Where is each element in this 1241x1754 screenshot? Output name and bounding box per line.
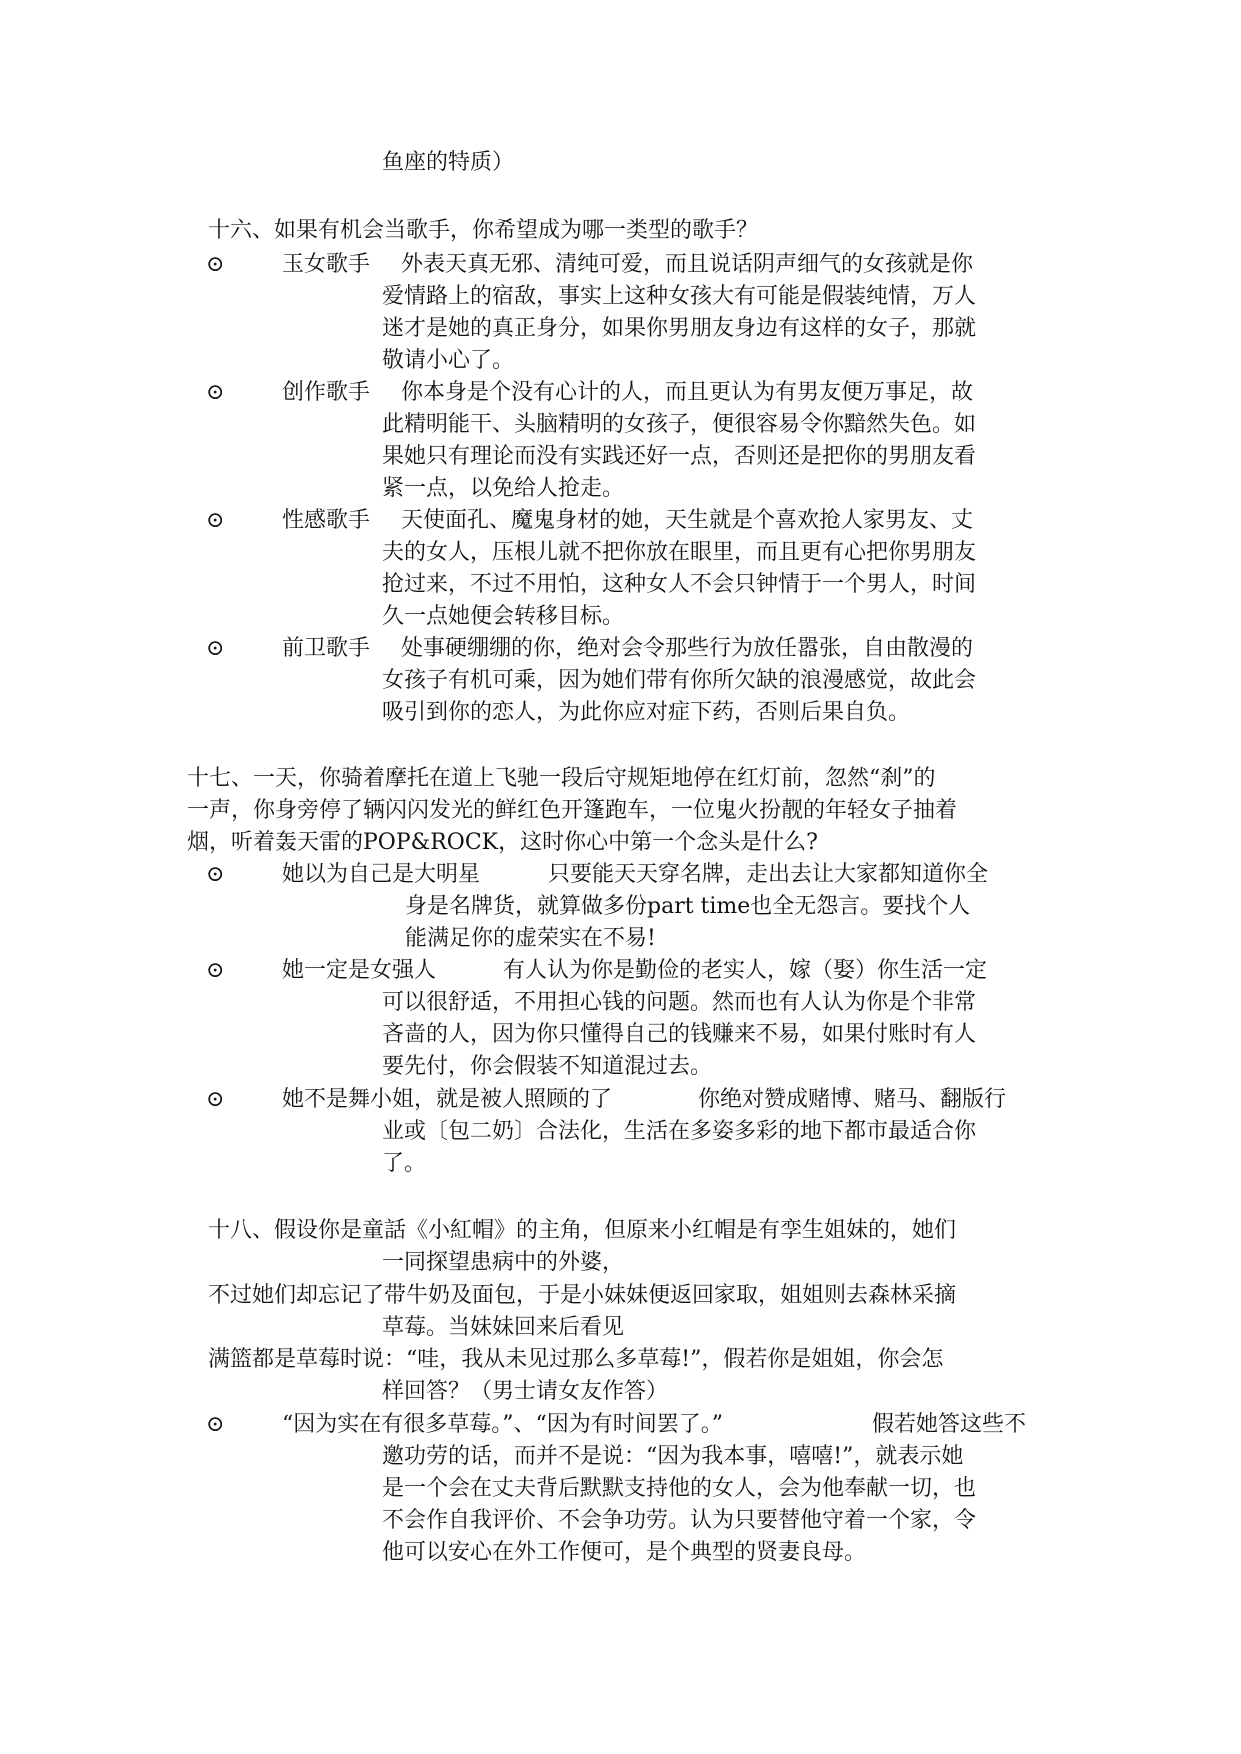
option-text-line: 业或〔包二奶〕合法化，生活在多姿多彩的地下都市最适合你 (382, 1119, 977, 1144)
question-18-line: 不过她们却忘记了带牛奶及面包，于是小妹妹便返回家取，姐姐则去森林采摘 (208, 1283, 957, 1308)
option-text-line: 敬请小心了。 (382, 348, 515, 373)
option-label: 前卫歌手 (282, 636, 371, 661)
option-text-line: 此精明能干、头脑精明的女孩子，便很容易令你黯然失色。如 (382, 412, 977, 437)
option-text-line: 可以很舒适，不用担心钱的问题。然而也有人认为你是个非常 (382, 990, 977, 1015)
option-label: 她不是舞小姐，就是被人照顾的了 (282, 1087, 613, 1112)
option-text-line: 你本身是个没有心计的人，而且更认为有男友便万事足，故 (401, 380, 974, 405)
option-text-line: 不会作自我评价、不会争功劳。认为只要替他守着一个家，令 (382, 1508, 977, 1533)
option-text-line: 吝啬的人，因为你只懂得自己的钱赚来不易，如果付账时有人 (382, 1022, 977, 1047)
option-text-line: 迷才是她的真正身分，如果你男朋友身边有这样的女子，那就 (382, 316, 977, 341)
question-16: 十六、如果有机会当歌手，你希望成为哪一类型的歌手？ (208, 218, 759, 243)
question-18-line: 草莓。当妹妹回来后看见 (382, 1315, 625, 1340)
option-text-line: 身是名牌货，就算做多份part time也全无怨言。要找个人 (405, 894, 971, 919)
option-text-line: 抢过来，不过不用怕，这种女人不会只钟情于一个男人，时间 (382, 572, 977, 597)
option-text-line: 他可以安心在外工作便可，是个典型的贤妻良母。 (382, 1540, 867, 1565)
continued-text: 鱼座的特质） (382, 150, 515, 175)
option-label: 她一定是女强人 (282, 958, 437, 983)
bullet-icon: ⊙ (206, 958, 225, 983)
option-text-line: 有人认为你是勤俭的老实人，嫁（娶）你生活一定 (503, 958, 988, 983)
option-text-line: 紧一点，以免给人抢走。 (382, 476, 625, 501)
option-text-line: 是一个会在丈夫背后默默支持他的女人，会为他奉献一切，也 (382, 1476, 977, 1501)
option-text-line: 只要能天天穿名牌，走出去让大家都知道你全 (548, 862, 989, 887)
question-17-line: 十七、一天，你骑着摩托在道上飞驰一段后守规矩地停在红灯前，忽然“刹”的 (187, 766, 936, 791)
option-text-line: 要先付，你会假装不知道混过去。 (382, 1054, 713, 1079)
option-label: 玉女歌手 (282, 252, 371, 277)
option-label: “因为实在有很多草莓。”、“因为有时间罢了。” (282, 1412, 723, 1437)
option-label: 性感歌手 (282, 508, 371, 533)
bullet-icon: ⊙ (206, 1412, 225, 1437)
option-text-line: 邀功劳的话，而并不是说：“因为我本事，嘻嘻!”，就表示她 (382, 1444, 964, 1469)
option-text-line: 能满足你的虚荣实在不易! (405, 926, 656, 951)
bullet-icon: ⊙ (206, 252, 225, 277)
option-text-line: 女孩子有机可乘，因为她们带有你所欠缺的浪漫感觉，故此会 (382, 668, 977, 693)
option-text-line: 假若她答这些不 (872, 1412, 1027, 1437)
option-label: 她以为自己是大明星 (282, 862, 481, 887)
bullet-icon: ⊙ (206, 508, 225, 533)
option-text-line: 夫的女人，压根儿就不把你放在眼里，而且更有心把你男朋友 (382, 540, 977, 565)
question-18-line: 满篮都是草莓时说：“哇，我从未见过那么多草莓!”，假若你是姐姐，你会怎 (208, 1347, 944, 1372)
question-18-line: 样回答？（男士请女友作答） (382, 1379, 669, 1404)
bullet-icon: ⊙ (206, 862, 225, 887)
option-text-line: 吸引到你的恋人，为此你应对症下药，否则后果自负。 (382, 700, 911, 725)
option-text-line: 天使面孔、魔鬼身材的她，天生就是个喜欢抢人家男友、丈 (401, 508, 974, 533)
option-text-line: 果她只有理论而没有实践还好一点，否则还是把你的男朋友看 (382, 444, 977, 469)
bullet-icon: ⊙ (206, 380, 225, 405)
option-text-line: 外表天真无邪、清纯可爱，而且说话阴声细气的女孩就是你 (401, 252, 974, 277)
option-text-line: 久一点她便会转移目标。 (382, 604, 625, 629)
option-text-line: 爱情路上的宿敌，事实上这种女孩大有可能是假装纯情，万人 (382, 284, 977, 309)
option-text-line: 处事硬绷绷的你，绝对会令那些行为放任嚣张，自由散漫的 (401, 636, 974, 661)
question-18-line: 一同探望患病中的外婆， (382, 1250, 625, 1275)
option-text-line: 了。 (382, 1151, 427, 1176)
question-17-line: 烟，听着轰天雷的POP&ROCK，这时你心中第一个念头是什么? (187, 830, 818, 855)
bullet-icon: ⊙ (206, 636, 225, 661)
question-17-line: 一声，你身旁停了辆闪闪发光的鲜红色开篷跑车，一位鬼火扮靓的年轻女子抽着 (187, 798, 958, 823)
option-text-line: 你绝对赞成赌博、赌马、翻版行 (698, 1087, 1007, 1112)
bullet-icon: ⊙ (206, 1087, 225, 1112)
question-18-line: 十八、假设你是童話《小紅帽》的主角，但原来小红帽是有孪生姐妹的，她们 (208, 1218, 957, 1243)
option-label: 创作歌手 (282, 380, 371, 405)
